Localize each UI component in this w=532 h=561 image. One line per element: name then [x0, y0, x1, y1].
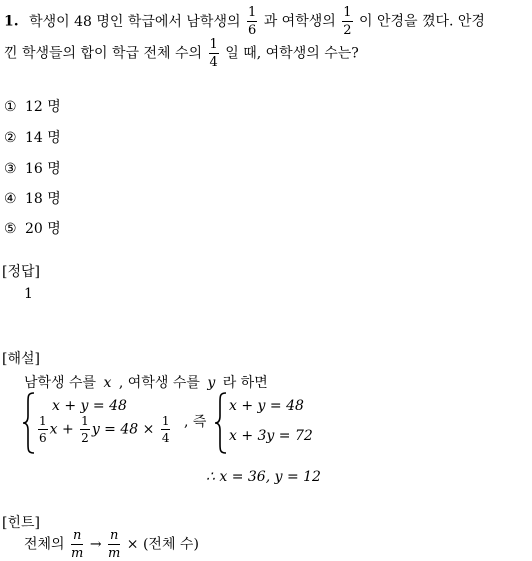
question-text-1b: 과 여학생의: [263, 13, 336, 30]
system-2-eq-2: x + 3y = 72: [229, 428, 313, 444]
choice-text: 12 명: [25, 99, 61, 115]
choice-mark: ②: [4, 130, 17, 146]
var-y: y: [207, 375, 216, 391]
hint-text: 전체의 $\frac{n}{m}$ → $\frac{n}{m}$ × (전체 수): [24, 528, 199, 561]
system-joiner: , 즉: [184, 414, 207, 430]
fraction-one-half: $\frac{1}{2}$: [343, 5, 352, 38]
question-text-2b: 일 때, 여학생의 수는?: [225, 45, 359, 62]
choice-mark: ⑤: [4, 221, 17, 237]
choice-text: 20 명: [25, 221, 61, 237]
choice-5[interactable]: [4, 218, 61, 238]
answer-value: 1: [24, 286, 33, 302]
system-1-eq-1: x + y = 48: [52, 398, 127, 414]
choice-4[interactable]: [4, 188, 61, 208]
question-text-1c: 이 안경을 꼈다. 안경: [358, 13, 485, 30]
choice-3[interactable]: [4, 158, 61, 178]
left-brace-icon: [22, 392, 36, 454]
question-text-2a: 낀 학생들의 합이 학급 전체 수의: [4, 45, 203, 62]
system-2-eq-1: x + y = 48: [229, 398, 304, 414]
fraction-one-sixth: $\frac{1}{6}$: [247, 5, 257, 38]
choice-text: 16 명: [25, 161, 61, 177]
choice-1[interactable]: [4, 96, 61, 116]
choice-2[interactable]: [4, 127, 61, 147]
fraction-one-quarter: $\frac{1}{4}$: [209, 37, 218, 70]
system-2-brace: [214, 392, 228, 458]
question-text-1a: 학생이 48 명인 학급에서 남학생의: [29, 13, 241, 30]
choice-mark: ④: [4, 191, 17, 207]
system-1-brace: [22, 392, 36, 458]
choice-mark: ①: [4, 99, 17, 115]
question-line-2: [4, 38, 359, 69]
explanation-label: [해설]: [2, 351, 40, 367]
explanation-intro: 남학생 수를 x , 여학생 수를 y 라 하면: [24, 375, 268, 391]
answer-label: [정답]: [2, 264, 40, 280]
system-1-eq-2: $\frac{1}{6}$ x + $\frac{1}{2}$ y = 48 × $\frac{1}{4}$: [39, 414, 170, 445]
question-number: 1.: [4, 13, 19, 30]
choice-mark: ③: [4, 161, 17, 177]
question-line-1: [4, 6, 485, 37]
choice-text: 18 명: [25, 191, 61, 207]
hint-label: [힌트]: [2, 515, 40, 531]
left-brace-icon: [214, 392, 228, 454]
var-x: x: [103, 375, 112, 391]
choice-text: 14 명: [25, 130, 61, 146]
conclusion: ∴ x = 36, y = 12: [206, 469, 321, 485]
arrow-icon: →: [89, 536, 102, 553]
